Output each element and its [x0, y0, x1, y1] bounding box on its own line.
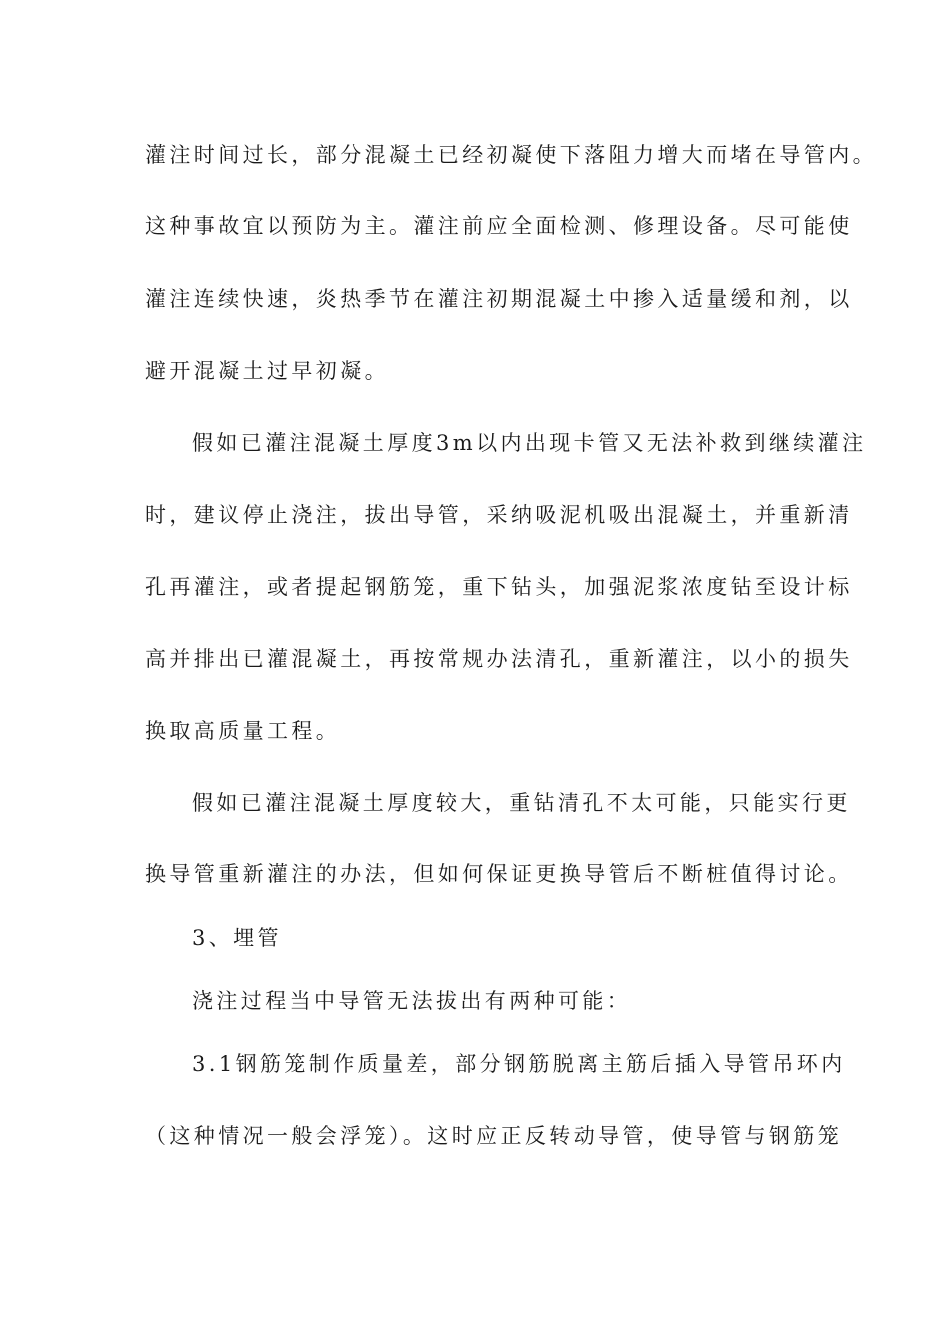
subsection-first-line: 3.1钢筋笼制作质量差，部分钢筋脱离主筋后插入导管吊环内: [192, 1052, 846, 1076]
text-line: 这种事故宜以预防为主。灌注前应全面检测、修理设备。尽可能使: [145, 214, 853, 238]
paragraph-first-line: 假如已灌注混凝土厚度较大，重钻清孔不太可能，只能实行更: [192, 791, 851, 815]
section-heading: 3、埋管: [192, 926, 282, 950]
paragraph-first-line: 浇注过程当中导管无法拔出有两种可能：: [192, 989, 632, 1013]
text-line: 时，建议停止浇注，拔出导管，采纳吸泥机吸出混凝土，并重新清: [145, 503, 853, 527]
text-line: 高并排出已灌混凝土，再按常规办法清孔，重新灌注，以小的损失: [145, 647, 853, 671]
text-line: 换导管重新灌注的办法，但如何保证更换导管后不断桩值得讨论。: [145, 862, 853, 886]
text-line: 灌注连续快速，炎热季节在灌注初期混凝土中掺入适量缓和剂，以: [145, 287, 853, 311]
text-line: 孔再灌注，或者提起钢筋笼，重下钻头，加强泥浆浓度钻至设计标: [145, 575, 853, 599]
text-line: 灌注时间过长，部分混凝土已经初凝使下落阻力增大而堵在导管内。: [145, 143, 877, 167]
paragraph-first-line: 假如已灌注混凝土厚度3m以内出现卡管又无法补救到继续灌注: [192, 431, 867, 455]
text-line: 避开混凝土过早初凝。: [145, 359, 389, 383]
text-line: （这种情况一般会浮笼）。这时应正反转动导管，使导管与钢筋笼: [145, 1124, 843, 1148]
text-line: 换取高质量工程。: [145, 719, 341, 743]
